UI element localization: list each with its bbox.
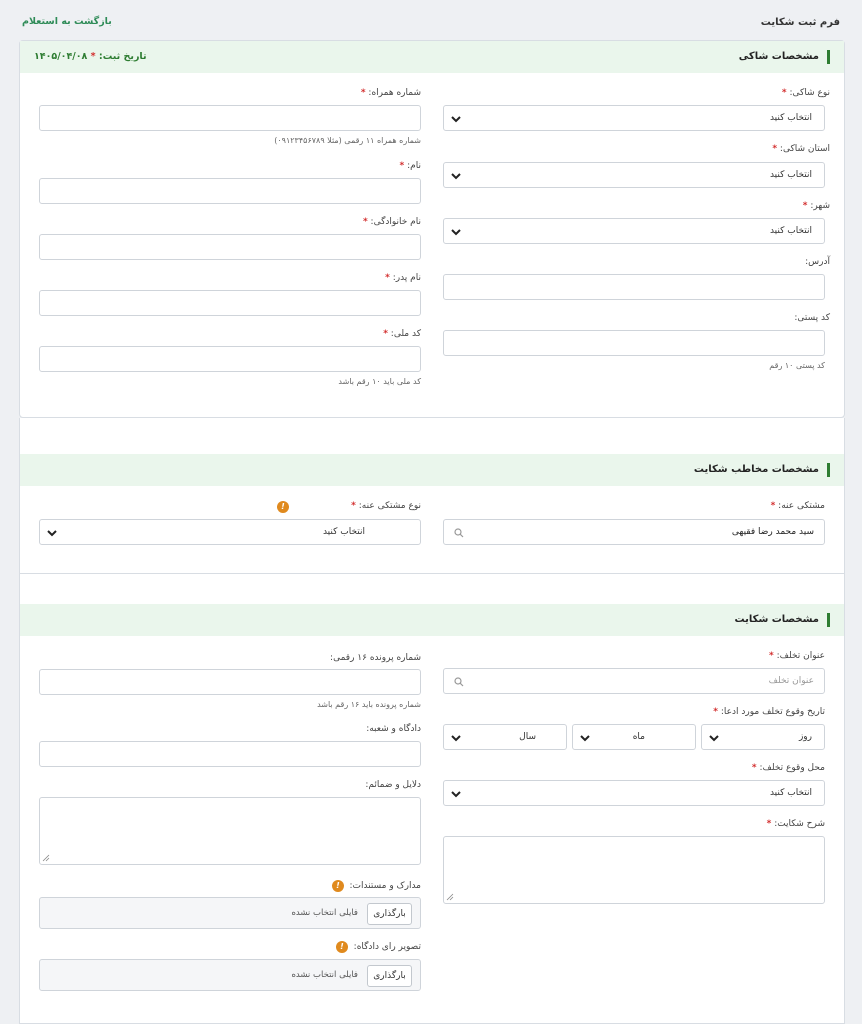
mobile-input[interactable]: [39, 105, 421, 131]
description-label: شرح شکایت: *: [766, 819, 825, 829]
upload-button[interactable]: بارگذاری: [367, 965, 412, 987]
day-select[interactable]: [701, 724, 825, 750]
registration-date: [34, 51, 147, 62]
top-bar: [0, 0, 862, 40]
search-value: سید محمد رضا فقیهی: [731, 527, 814, 537]
violation-location-select[interactable]: [443, 780, 825, 806]
mobile-label: شماره همراه: *: [360, 88, 421, 98]
evidence-textarea[interactable]: [39, 797, 421, 865]
national-code-input[interactable]: [39, 346, 421, 372]
info-icon[interactable]: !: [277, 501, 289, 513]
select-value: انتخاب کنید: [322, 527, 365, 537]
first-name-label: نام: *: [399, 161, 421, 171]
first-name-input[interactable]: [39, 178, 421, 204]
postal-code-help: کد پستی ۱۰ رقم: [769, 361, 825, 370]
address-label: آدرس:: [805, 257, 830, 267]
required-mark: *: [90, 51, 96, 62]
complainant-type-label: نوع شاکی: *: [781, 88, 830, 98]
page-title: فرم ثبت شکایت: [760, 17, 840, 28]
court-branch-input[interactable]: [39, 741, 421, 767]
accused-type-select[interactable]: [39, 519, 421, 545]
chevron-down-icon: [580, 733, 590, 743]
postal-code-input[interactable]: [443, 330, 825, 356]
father-name-input[interactable]: [39, 290, 421, 316]
resize-grip-icon[interactable]: [446, 893, 454, 901]
chevron-down-icon: [709, 733, 719, 743]
search-placeholder: عنوان تخلف: [768, 676, 814, 686]
no-file-text: فایلی انتخاب نشده: [291, 908, 358, 918]
reg-date-label: تاریخ ثبت:: [98, 51, 147, 62]
city-label: شهر: *: [802, 201, 830, 211]
select-value: انتخاب کنید: [769, 226, 812, 236]
violation-date-label: تاریخ وقوع تخلف مورد ادعا: *: [713, 707, 825, 717]
select-value: سال: [519, 732, 536, 742]
month-select[interactable]: [572, 724, 696, 750]
info-icon[interactable]: !: [336, 941, 348, 953]
chevron-down-icon: [451, 789, 461, 799]
complaint-section-header: [20, 604, 844, 636]
chevron-down-icon: [47, 528, 57, 538]
select-value: انتخاب کنید: [769, 788, 812, 798]
year-select[interactable]: [443, 724, 567, 750]
accused-label: مشتکی عنه: *: [770, 501, 825, 511]
complaint-card: [19, 574, 845, 1024]
no-file-text: فایلی انتخاب نشده: [291, 970, 358, 980]
select-value: روز: [798, 732, 812, 742]
last-name-label: نام خانوادگی: *: [362, 217, 421, 227]
province-select[interactable]: [443, 162, 825, 188]
court-verdict-label: تصویر رای دادگاه:: [353, 942, 421, 952]
province-label: استان شاکی: *: [772, 144, 830, 154]
violation-title-search[interactable]: [443, 668, 825, 694]
case-number-help: شماره پرونده باید ۱۶ رقم باشد: [317, 700, 421, 709]
section-title: مشخصات شاکی: [739, 50, 830, 64]
complainant-type-select[interactable]: [443, 105, 825, 131]
verdict-file-input[interactable]: [39, 959, 421, 991]
description-textarea[interactable]: [443, 836, 825, 904]
chevron-down-icon: [451, 114, 461, 124]
accused-search-input[interactable]: [443, 519, 825, 545]
section-title: مشخصات مخاطب شکایت: [694, 463, 830, 477]
section-title: مشخصات شکایت: [735, 613, 830, 627]
case-number-input[interactable]: [39, 669, 421, 695]
documents-label: مدارک و مستندات:: [349, 881, 421, 891]
postal-code-label: کد پستی:: [794, 313, 830, 323]
search-icon: [454, 677, 464, 687]
violation-title-label: عنوان تخلف: *: [769, 651, 825, 661]
complainant-section-header: [20, 41, 844, 73]
reg-date-value: ۱۴۰۵/۰۴/۰۸: [34, 51, 88, 62]
last-name-input[interactable]: [39, 234, 421, 260]
chevron-down-icon: [451, 171, 461, 181]
upload-button[interactable]: بارگذاری: [367, 903, 412, 925]
father-name-label: نام پدر: *: [385, 273, 421, 283]
select-value: ماه: [632, 732, 645, 742]
chevron-down-icon: [451, 733, 461, 743]
resize-grip-icon[interactable]: [42, 854, 50, 862]
court-branch-label: دادگاه و شعبه:: [366, 724, 421, 734]
national-code-help: کد ملی باید ۱۰ رقم باشد: [338, 377, 421, 386]
documents-file-input[interactable]: [39, 897, 421, 929]
respondent-section-header: [20, 454, 844, 486]
respondent-card: [19, 418, 845, 574]
address-input[interactable]: [443, 274, 825, 300]
search-icon: [454, 528, 464, 538]
violation-location-label: محل وقوع تخلف: *: [751, 763, 825, 773]
select-value: انتخاب کنید: [769, 113, 812, 123]
chevron-down-icon: [451, 227, 461, 237]
national-code-label: کد ملی: *: [383, 329, 421, 339]
back-to-inquiry-link[interactable]: بازگشت به استعلام: [22, 16, 112, 27]
evidence-label: دلایل و ضمائم:: [365, 780, 421, 790]
accused-type-label: نوع مشتکی عنه: *: [351, 501, 421, 511]
city-select[interactable]: [443, 218, 825, 244]
case-number-label: شماره پرونده ۱۶ رقمی:: [330, 653, 421, 663]
mobile-help: شماره همراه ۱۱ رقمی (مثلا ۰۹۱۲۳۴۵۶۷۸۹): [274, 136, 421, 145]
info-icon[interactable]: !: [332, 880, 344, 892]
complainant-card: [19, 40, 845, 418]
select-value: انتخاب کنید: [769, 170, 812, 180]
